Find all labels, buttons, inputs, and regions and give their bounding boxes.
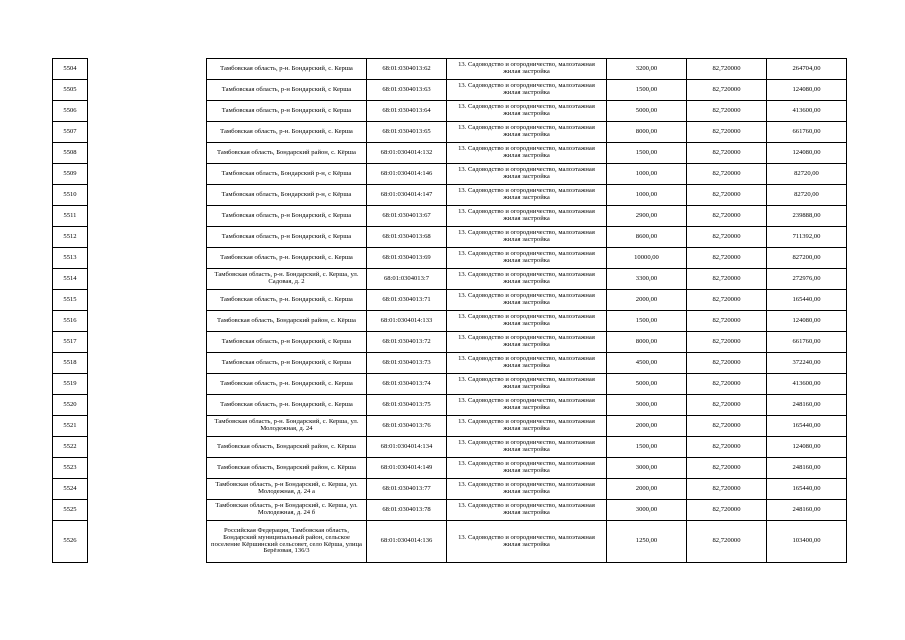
cadastral-number-cell: 68:01:0304014:147	[367, 185, 447, 206]
rate-cell: 82,720000	[687, 227, 767, 248]
address-cell: Тамбовская область, Бондарский р-н, с Кёрша	[207, 185, 367, 206]
address-cell: Тамбовская область, Бондарский район, с. Кёрша	[207, 437, 367, 458]
cadastral-number-cell: 68:01:0304013:7	[367, 269, 447, 290]
area-cell: 1000,00	[607, 185, 687, 206]
row-number-cell: 5508	[53, 143, 88, 164]
cadastral-value-cell: 124080,00	[767, 437, 847, 458]
land-use-cell: 13. Садоводство и огородничество, малоэтажная жилая застройка	[447, 185, 607, 206]
cadastral-value-cell: 103400,00	[767, 521, 847, 563]
rate-cell: 82,720000	[687, 311, 767, 332]
cadastral-value-cell: 239888,00	[767, 206, 847, 227]
address-cell: Тамбовская область, Бондарский р-н, с Кёрша	[207, 164, 367, 185]
land-use-cell: 13. Садоводство и огородничество, малоэтажная жилая застройка	[447, 374, 607, 395]
gap-cell	[88, 143, 207, 164]
rate-cell: 82,720000	[687, 458, 767, 479]
cadastral-value-cell: 413600,00	[767, 374, 847, 395]
area-cell: 3200,00	[607, 59, 687, 80]
gap-cell	[88, 227, 207, 248]
cadastral-value-cell: 661760,00	[767, 122, 847, 143]
address-cell: Тамбовская область, р-н Бондарский, с Керша	[207, 353, 367, 374]
gap-cell	[88, 437, 207, 458]
table-row	[53, 416, 847, 437]
table-row	[53, 458, 847, 479]
address-cell: Тамбовская область, р-н. Бондарский, с. Керша, ул. Молодежная, д. 24	[207, 416, 367, 437]
cadastral-number-cell: 68:01:0304013:76	[367, 416, 447, 437]
rate-cell: 82,720000	[687, 185, 767, 206]
address-cell: Тамбовская область, Бондарский район, с. Кёрша	[207, 458, 367, 479]
gap-cell	[88, 80, 207, 101]
land-use-cell: 13. Садоводство и огородничество, малоэтажная жилая застройка	[447, 479, 607, 500]
cadastral-value-cell: 248160,00	[767, 458, 847, 479]
gap-cell	[88, 185, 207, 206]
area-cell: 3000,00	[607, 458, 687, 479]
area-cell: 3000,00	[607, 395, 687, 416]
area-cell: 3000,00	[607, 500, 687, 521]
address-cell: Тамбовская область, р-н Бондарский, с. Керша, ул. Молодежная, д. 24 б	[207, 500, 367, 521]
row-number-cell: 5505	[53, 80, 88, 101]
gap-cell	[88, 353, 207, 374]
row-number-cell: 5526	[53, 521, 88, 563]
row-number-cell: 5504	[53, 59, 88, 80]
gap-cell	[88, 374, 207, 395]
rate-cell: 82,720000	[687, 122, 767, 143]
row-number-cell: 5516	[53, 311, 88, 332]
table-row	[53, 521, 847, 563]
cadastral-number-cell: 68:01:0304014:134	[367, 437, 447, 458]
row-number-cell: 5524	[53, 479, 88, 500]
area-cell: 2000,00	[607, 416, 687, 437]
rate-cell: 82,720000	[687, 500, 767, 521]
gap-cell	[88, 206, 207, 227]
row-number-cell: 5512	[53, 227, 88, 248]
cadastral-number-cell: 68:01:0304013:75	[367, 395, 447, 416]
address-cell: Тамбовская область, Бондарский район, с. Кёрша	[207, 143, 367, 164]
land-use-cell: 13. Садоводство и огородничество, малоэтажная жилая застройка	[447, 500, 607, 521]
land-use-cell: 13. Садоводство и огородничество, малоэтажная жилая застройка	[447, 458, 607, 479]
rate-cell: 82,720000	[687, 395, 767, 416]
rate-cell: 82,720000	[687, 416, 767, 437]
row-number-cell: 5522	[53, 437, 88, 458]
cadastral-number-cell: 68:01:0304014:146	[367, 164, 447, 185]
cadastral-value-cell: 413600,00	[767, 101, 847, 122]
rate-cell: 82,720000	[687, 143, 767, 164]
cadastral-number-cell: 68:01:0304013:62	[367, 59, 447, 80]
table-row	[53, 374, 847, 395]
area-cell: 3300,00	[607, 269, 687, 290]
area-cell: 4500,00	[607, 353, 687, 374]
cadastral-value-cell: 272976,00	[767, 269, 847, 290]
gap-cell	[88, 458, 207, 479]
table-row	[53, 185, 847, 206]
rate-cell: 82,720000	[687, 164, 767, 185]
area-cell: 1500,00	[607, 143, 687, 164]
address-cell: Российская Федерация, Тамбовская область, Бондарский муниципальный район, сельское поселение Кёршинский сельсовет, село Кёрша, улица Берёзовая, 136/3	[207, 521, 367, 563]
land-use-cell: 13. Садоводство и огородничество, малоэтажная жилая застройка	[447, 164, 607, 185]
cadastral-number-cell: 68:01:0304014:133	[367, 311, 447, 332]
cadastral-value-cell: 165440,00	[767, 416, 847, 437]
land-use-cell: 13. Садоводство и огородничество, малоэтажная жилая застройка	[447, 248, 607, 269]
cadastral-value-cell: 124080,00	[767, 80, 847, 101]
table-row	[53, 290, 847, 311]
rate-cell: 82,720000	[687, 59, 767, 80]
row-number-cell: 5509	[53, 164, 88, 185]
row-number-cell: 5511	[53, 206, 88, 227]
land-use-cell: 13. Садоводство и огородничество, малоэтажная жилая застройка	[447, 290, 607, 311]
cadastral-value-cell: 82720,00	[767, 185, 847, 206]
rate-cell: 82,720000	[687, 101, 767, 122]
table-row	[53, 353, 847, 374]
row-number-cell: 5519	[53, 374, 88, 395]
rate-cell: 82,720000	[687, 248, 767, 269]
cadastral-value-cell: 264704,00	[767, 59, 847, 80]
row-number-cell: 5510	[53, 185, 88, 206]
rate-cell: 82,720000	[687, 437, 767, 458]
cadastral-value-cell: 711392,00	[767, 227, 847, 248]
table-row	[53, 80, 847, 101]
table-row	[53, 269, 847, 290]
gap-cell	[88, 59, 207, 80]
land-use-cell: 13. Садоводство и огородничество, малоэтажная жилая застройка	[447, 143, 607, 164]
cadastral-number-cell: 68:01:0304013:68	[367, 227, 447, 248]
table-row	[53, 500, 847, 521]
gap-cell	[88, 332, 207, 353]
row-number-cell: 5525	[53, 500, 88, 521]
area-cell: 5000,00	[607, 374, 687, 395]
cadastral-value-cell: 165440,00	[767, 479, 847, 500]
cadastral-value-cell: 124080,00	[767, 311, 847, 332]
land-use-cell: 13. Садоводство и огородничество, малоэтажная жилая застройка	[447, 101, 607, 122]
cadastral-number-cell: 68:01:0304013:77	[367, 479, 447, 500]
gap-cell	[88, 311, 207, 332]
land-use-cell: 13. Садоводство и огородничество, малоэтажная жилая застройка	[447, 80, 607, 101]
table-row	[53, 479, 847, 500]
cadastral-value-cell: 248160,00	[767, 395, 847, 416]
area-cell: 8000,00	[607, 122, 687, 143]
row-number-cell: 5514	[53, 269, 88, 290]
table-row	[53, 143, 847, 164]
address-cell: Тамбовская область, р-н. Бондарский, с. Керша	[207, 248, 367, 269]
cadastral-number-cell: 68:01:0304013:69	[367, 248, 447, 269]
area-cell: 2000,00	[607, 479, 687, 500]
land-use-cell: 13. Садоводство и огородничество, малоэтажная жилая застройка	[447, 353, 607, 374]
cadastral-number-cell: 68:01:0304013:65	[367, 122, 447, 143]
cadastral-number-cell: 68:01:0304013:78	[367, 500, 447, 521]
cadastral-value-cell: 827200,00	[767, 248, 847, 269]
gap-cell	[88, 101, 207, 122]
land-use-cell: 13. Садоводство и огородничество, малоэтажная жилая застройка	[447, 122, 607, 143]
address-cell: Тамбовская область, р-н. Бондарский, с. Керша, ул. Садовая, д. 2	[207, 269, 367, 290]
table-row	[53, 122, 847, 143]
cadastral-number-cell: 68:01:0304013:74	[367, 374, 447, 395]
table-row	[53, 206, 847, 227]
table-row	[53, 101, 847, 122]
row-number-cell: 5523	[53, 458, 88, 479]
rate-cell: 82,720000	[687, 479, 767, 500]
row-number-cell: 5515	[53, 290, 88, 311]
row-number-cell: 5521	[53, 416, 88, 437]
gap-cell	[88, 521, 207, 563]
table-row	[53, 395, 847, 416]
address-cell: Тамбовская область, р-н Бондарский, с Керша	[207, 80, 367, 101]
cadastral-number-cell: 68:01:0304013:67	[367, 206, 447, 227]
address-cell: Тамбовская область, р-н. Бондарский, с. Керша	[207, 374, 367, 395]
cadastral-value-cell: 661760,00	[767, 332, 847, 353]
address-cell: Тамбовская область, р-н. Бондарский, с. Керша	[207, 122, 367, 143]
land-use-cell: 13. Садоводство и огородничество, малоэтажная жилая застройка	[447, 437, 607, 458]
cadastral-value-table	[52, 58, 847, 563]
area-cell: 1250,00	[607, 521, 687, 563]
rate-cell: 82,720000	[687, 374, 767, 395]
address-cell: Тамбовская область, р-н. Бондарский, с. Керша	[207, 290, 367, 311]
cadastral-number-cell: 68:01:0304013:64	[367, 101, 447, 122]
area-cell: 10000,00	[607, 248, 687, 269]
gap-cell	[88, 122, 207, 143]
gap-cell	[88, 416, 207, 437]
address-cell: Тамбовская область, р-н Бондарский, с Керша	[207, 206, 367, 227]
rate-cell: 82,720000	[687, 80, 767, 101]
rate-cell: 82,720000	[687, 290, 767, 311]
cadastral-number-cell: 68:01:0304014:132	[367, 143, 447, 164]
row-number-cell: 5517	[53, 332, 88, 353]
table-row	[53, 164, 847, 185]
table-row	[53, 227, 847, 248]
land-use-cell: 13. Садоводство и огородничество, малоэтажная жилая застройка	[447, 311, 607, 332]
cadastral-value-cell: 82720,00	[767, 164, 847, 185]
area-cell: 2000,00	[607, 290, 687, 311]
row-number-cell: 5513	[53, 248, 88, 269]
gap-cell	[88, 479, 207, 500]
address-cell: Тамбовская область, р-н. Бондарский, с. Керша	[207, 59, 367, 80]
table-row	[53, 248, 847, 269]
table-row	[53, 437, 847, 458]
table-row	[53, 59, 847, 80]
address-cell: Тамбовская область, р-н Бондарский, с. Керша, ул. Молодежная, д. 24 а	[207, 479, 367, 500]
area-cell: 8600,00	[607, 227, 687, 248]
gap-cell	[88, 290, 207, 311]
gap-cell	[88, 248, 207, 269]
cadastral-number-cell: 68:01:0304013:72	[367, 332, 447, 353]
table-row	[53, 311, 847, 332]
land-use-cell: 13. Садоводство и огородничество, малоэтажная жилая застройка	[447, 416, 607, 437]
rate-cell: 82,720000	[687, 353, 767, 374]
cadastral-number-cell: 68:01:0304013:71	[367, 290, 447, 311]
gap-cell	[88, 164, 207, 185]
area-cell: 1500,00	[607, 437, 687, 458]
cadastral-value-cell: 165440,00	[767, 290, 847, 311]
row-number-cell: 5507	[53, 122, 88, 143]
address-cell: Тамбовская область, р-н Бондарский, с Керша	[207, 332, 367, 353]
rate-cell: 82,720000	[687, 332, 767, 353]
gap-cell	[88, 269, 207, 290]
cadastral-number-cell: 68:01:0304013:73	[367, 353, 447, 374]
address-cell: Тамбовская область, р-н. Бондарский, с. Керша	[207, 395, 367, 416]
cadastral-value-cell: 124080,00	[767, 143, 847, 164]
area-cell: 1000,00	[607, 164, 687, 185]
land-use-cell: 13. Садоводство и огородничество, малоэтажная жилая застройка	[447, 206, 607, 227]
rate-cell: 82,720000	[687, 206, 767, 227]
cadastral-value-cell: 248160,00	[767, 500, 847, 521]
land-use-cell: 13. Садоводство и огородничество, малоэтажная жилая застройка	[447, 227, 607, 248]
land-use-cell: 13. Садоводство и огородничество, малоэтажная жилая застройка	[447, 269, 607, 290]
land-use-cell: 13. Садоводство и огородничество, малоэтажная жилая застройка	[447, 59, 607, 80]
area-cell: 2900,00	[607, 206, 687, 227]
row-number-cell: 5518	[53, 353, 88, 374]
rate-cell: 82,720000	[687, 521, 767, 563]
table-row	[53, 332, 847, 353]
area-cell: 1500,00	[607, 311, 687, 332]
gap-cell	[88, 395, 207, 416]
area-cell: 5000,00	[607, 101, 687, 122]
cadastral-value-cell: 372240,00	[767, 353, 847, 374]
cadastral-number-cell: 68:01:0304014:136	[367, 521, 447, 563]
row-number-cell: 5506	[53, 101, 88, 122]
area-cell: 1500,00	[607, 80, 687, 101]
cadastral-number-cell: 68:01:0304014:149	[367, 458, 447, 479]
area-cell: 8000,00	[607, 332, 687, 353]
gap-cell	[88, 500, 207, 521]
land-use-cell: 13. Садоводство и огородничество, малоэтажная жилая застройка	[447, 521, 607, 563]
cadastral-number-cell: 68:01:0304013:63	[367, 80, 447, 101]
address-cell: Тамбовская область, р-н Бондарский, с Керша	[207, 101, 367, 122]
land-use-cell: 13. Садоводство и огородничество, малоэтажная жилая застройка	[447, 395, 607, 416]
address-cell: Тамбовская область, р-н Бондарский, с Керша	[207, 227, 367, 248]
rate-cell: 82,720000	[687, 269, 767, 290]
land-use-cell: 13. Садоводство и огородничество, малоэтажная жилая застройка	[447, 332, 607, 353]
row-number-cell: 5520	[53, 395, 88, 416]
address-cell: Тамбовская область, Бондарский район, с. Кёрша	[207, 311, 367, 332]
